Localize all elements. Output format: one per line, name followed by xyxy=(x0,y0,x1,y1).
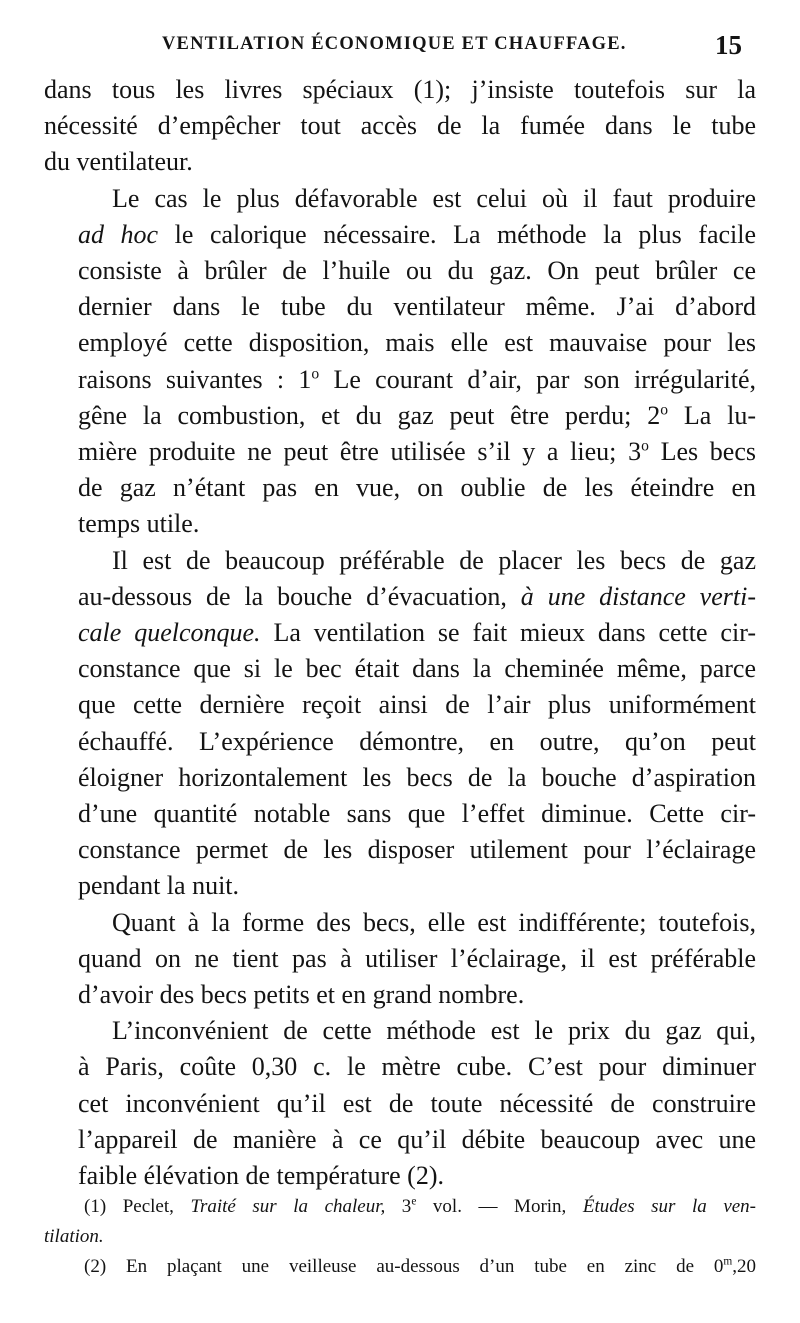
text-line: Quant à la forme des becs, elle est indifférente; toutefois, xyxy=(112,907,756,937)
text-line: éloigner horizontalement les becs de la bouche d’aspiration xyxy=(78,762,756,792)
paragraph-4 xyxy=(44,905,756,1014)
paragraph-3 xyxy=(44,543,756,905)
footnote-1 xyxy=(44,1192,756,1222)
running-title: VENTILATION ÉCONOMIQUE ET CHAUFFAGE. xyxy=(162,34,627,54)
text-line: L’inconvénient de cette méthode est le prix du gaz qui, xyxy=(112,1016,756,1046)
text-line: temps utile. xyxy=(78,509,200,539)
text-line: faible élévation de température (2). xyxy=(78,1161,444,1191)
text-line: l’appareil de manière à ce qu’il débite beaucoup avec une xyxy=(78,1124,756,1154)
text-fragment: mière produite ne peut être utilisée s’il y a lieu; 3 xyxy=(78,437,642,467)
text-line: pendant la nuit. xyxy=(78,871,240,901)
text-fragment: le calorique nécessaire. La méthode la plus facile xyxy=(174,219,757,249)
text-line xyxy=(44,398,756,434)
footnote-text: (2) En plaçant une veilleuse au-dessous d’un tube en zinc de 0 xyxy=(84,1256,724,1277)
paragraph-1 xyxy=(44,72,756,181)
footnote-1-continuation: tilation. xyxy=(44,1226,104,1247)
text-fragment: Le courant d’air, par son irrégularité, xyxy=(319,364,756,394)
italic-phrase: à une distance verti- xyxy=(520,581,756,611)
text-line: dans tous les livres spéciaux (1); j’insiste toutefois sur la xyxy=(44,75,756,104)
text-line: que cette dernière reçoit ainsi de l’air plus uniformément xyxy=(78,690,756,720)
text-line: d’une quantité notable sans que l’effet diminue. Cette cir- xyxy=(78,799,756,829)
text-fragment: raisons suivantes : 1 xyxy=(78,364,312,394)
text-line: constance permet de les disposer utilement pour l’éclairage xyxy=(78,835,756,865)
text-line: du ventilateur. xyxy=(44,147,193,177)
text-line: quand on ne tient pas à utiliser l’éclairage, il est préférable xyxy=(78,943,756,973)
footnote-text: (1) Peclet, xyxy=(84,1196,191,1217)
italic-title: Traité sur la chaleur, xyxy=(190,1196,386,1217)
text-line: à Paris, coûte 0,30 c. le mètre cube. C’est pour diminuer xyxy=(78,1052,756,1082)
superscript: m xyxy=(723,1255,733,1268)
text-fragment: au-dessous de la bouche d’évacuation, xyxy=(78,581,507,611)
page-number: 15 xyxy=(715,30,742,60)
main-text xyxy=(44,72,756,1194)
text-line: de gaz n’étant pas en vue, on oublie de les éteindre en xyxy=(78,473,756,503)
footnotes xyxy=(44,1192,756,1282)
superscript: o xyxy=(641,437,649,455)
footnote-text: ,20 xyxy=(732,1256,756,1277)
text-line xyxy=(44,362,756,398)
text-line xyxy=(44,217,756,253)
footnote-text: 3 xyxy=(385,1196,412,1217)
text-line: Le cas le plus défavorable est celui où il faut produire xyxy=(112,183,756,213)
text-line: nécessité d’empêcher tout accès de la fumée dans le tube xyxy=(44,111,756,141)
italic-phrase: ad hoc xyxy=(78,219,159,249)
text-fragment: La lu- xyxy=(668,400,756,430)
text-fragment: gêne la combustion, et du gaz peut être perdu; 2 xyxy=(78,400,661,430)
text-fragment: La ventilation se fait mieux dans cette cir- xyxy=(273,618,756,648)
text-line: d’avoir des becs petits et en grand nombre. xyxy=(78,980,525,1010)
text-line xyxy=(44,615,756,651)
page-header xyxy=(162,32,742,60)
text-line: échauffé. L’expérience démontre, en outre, qu’on peut xyxy=(78,726,756,756)
italic-phrase: cale quelconque. xyxy=(78,618,261,648)
text-line: cet inconvénient qu’il est de toute nécessité de construire xyxy=(78,1088,756,1118)
text-line: consiste à brûler de l’huile ou du gaz. On peut brûler ce xyxy=(78,256,756,286)
text-line xyxy=(44,434,756,470)
paragraph-5 xyxy=(44,1013,756,1194)
text-line: constance que si le bec était dans la cheminée même, parce xyxy=(78,654,756,684)
text-line xyxy=(44,579,756,615)
text-line: dernier dans le tube du ventilateur même. J’ai d’abord xyxy=(78,292,756,322)
text-line: employé cette disposition, mais elle est mauvaise pour les xyxy=(78,328,756,358)
text-line: Il est de beaucoup préférable de placer les becs de gaz xyxy=(112,545,756,575)
footnote-text: vol. — Morin, xyxy=(416,1196,583,1217)
superscript: o xyxy=(311,364,320,382)
italic-title: Études sur la ven- xyxy=(582,1196,757,1217)
superscript: o xyxy=(660,401,669,419)
text-fragment: Les becs xyxy=(648,437,756,467)
paragraph-2 xyxy=(44,181,756,543)
footnote-2 xyxy=(44,1252,756,1282)
superscript: e xyxy=(411,1195,417,1208)
